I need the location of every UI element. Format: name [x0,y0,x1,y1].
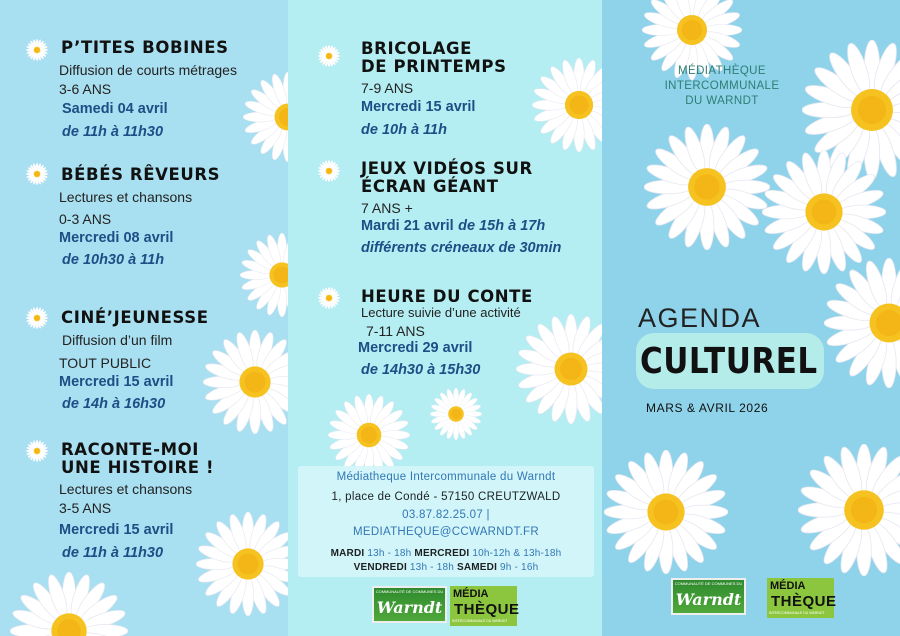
event-time: de 14h30 à 15h30 [361,362,481,378]
daisy-icon [26,440,48,462]
day-label: MARDI [330,548,365,559]
daisy-icon [26,39,48,61]
event-time: de 14h à 16h30 [62,396,166,412]
daisy-icon [762,150,886,274]
daisy-icon [240,233,288,317]
event-title: BÉBÉS RÊVEURS [61,165,221,184]
day-label: VENDREDI [353,562,407,573]
event-age: 0-3 ANS [59,211,112,227]
event-title: CINÉ’JEUNESSE [61,308,209,327]
event-time: de 11h à 11h30 [62,124,164,140]
daisy-icon [430,388,482,440]
event-title: DE PRINTEMPS [361,57,507,76]
daisy-icon [196,512,288,616]
event-age: TOUT PUBLIC [59,355,152,371]
opening-hours-line-1 [298,548,594,559]
event-description: Lectures et chansons [59,189,193,205]
event-description: Lecture suivie d’une activité [361,305,521,320]
organisation-name: MÉDIATHÈQUE INTERCOMMUNALE DU WARNDT [664,65,780,107]
hours-value: 13h - 18h [367,548,412,559]
contact-name: Médiatheque Intercommunale du Warndt [336,471,556,483]
agenda-title: AGENDA [638,303,762,333]
event-date: Mercredi 15 avril [59,522,174,538]
cover-panel [602,0,900,636]
contact-box [298,466,594,577]
event-title: HEURE DU CONTE [361,287,533,306]
daisy-icon [532,58,602,152]
event-title: P’TITES BOBINES [61,38,229,57]
daisy-icon [516,314,602,424]
event-date: Mercredi 15 avril [59,374,174,390]
event-title: ÉCRAN GÉANT [361,177,499,196]
opening-hours-line-2 [298,562,594,573]
event-time-slots: différents créneaux de 30min [361,240,562,256]
daisy-icon [318,45,340,67]
daisy-icon [604,450,728,574]
event-age: 7-11 ANS [366,323,425,339]
culturel-title: CULTUREL [640,341,818,383]
hours-value: 10h-12h & 13h-18h [472,548,562,559]
warndt-logo: COMMUNAUTÉ DE COMMUNES DU Warndt [372,586,447,623]
event-age: 3-5 ANS [59,500,112,516]
event-schedule [361,217,545,235]
mediatheque-logo: MÉDIA THÈQUE INTERCOMMUNALE DU WARNDT [767,578,834,618]
daisy-icon [26,307,48,329]
event-description: Diffusion d’un film [62,332,173,348]
period: MARS & AVRIL 2026 [646,401,769,415]
mediatheque-logo: MÉDIA THÈQUE INTERCOMMUNALE DU WARNDT [450,586,517,626]
event-time: de 15h à 17h [458,218,546,234]
contact-address: 1, place de Condé - 57150 CREUTZWALD [331,491,561,503]
contact-phone[interactable]: 03.87.82.25.07 | [402,509,490,521]
hours-value: 13h - 18h [409,562,454,573]
event-date: Mercredi 29 avril [358,340,473,356]
event-title: JEUX VIDÉOS SUR [361,159,533,178]
daisy-icon [318,287,340,309]
event-age: 7-9 ANS [361,80,414,96]
hours-value: 9h - 16h [500,562,539,573]
event-description: Diffusion de courts métrages [59,62,237,78]
event-description: Lectures et chansons [59,481,193,497]
daisy-icon [318,160,340,182]
event-title: UNE HISTOIRE ! [61,458,215,477]
day-label: SAMEDI [456,562,498,573]
day-label: MERCREDI [414,548,470,559]
event-time: de 11h à 11h30 [62,545,164,561]
event-title: BRICOLAGE [361,39,473,58]
daisy-icon [203,330,288,434]
event-date: Mercredi 08 avril [59,230,174,246]
daisy-icon [798,444,900,576]
daisy-icon [26,163,48,185]
event-age: 7 ANS + [361,200,413,216]
daisy-icon [328,394,410,476]
warndt-logo: COMMUNAUTÉ DE COMMUNES DU Warndt [671,578,746,615]
event-date: Mardi 21 avril [361,218,454,234]
event-date: Samedi 04 avril [62,101,168,117]
event-time: de 10h30 à 11h [62,252,165,268]
daisy-icon [10,572,128,636]
daisy-icon [644,124,770,250]
left-panel [0,0,288,636]
contact-email[interactable]: MEDIATHEQUE@CCWARNDT.FR [353,526,539,538]
event-age: 3-6 ANS [59,81,112,97]
event-title: RACONTE-MOI [61,440,199,459]
daisy-icon [824,258,900,388]
event-time: de 10h à 11h [361,122,447,138]
daisy-icon [243,72,288,162]
event-date: Mercredi 15 avril [361,99,476,115]
